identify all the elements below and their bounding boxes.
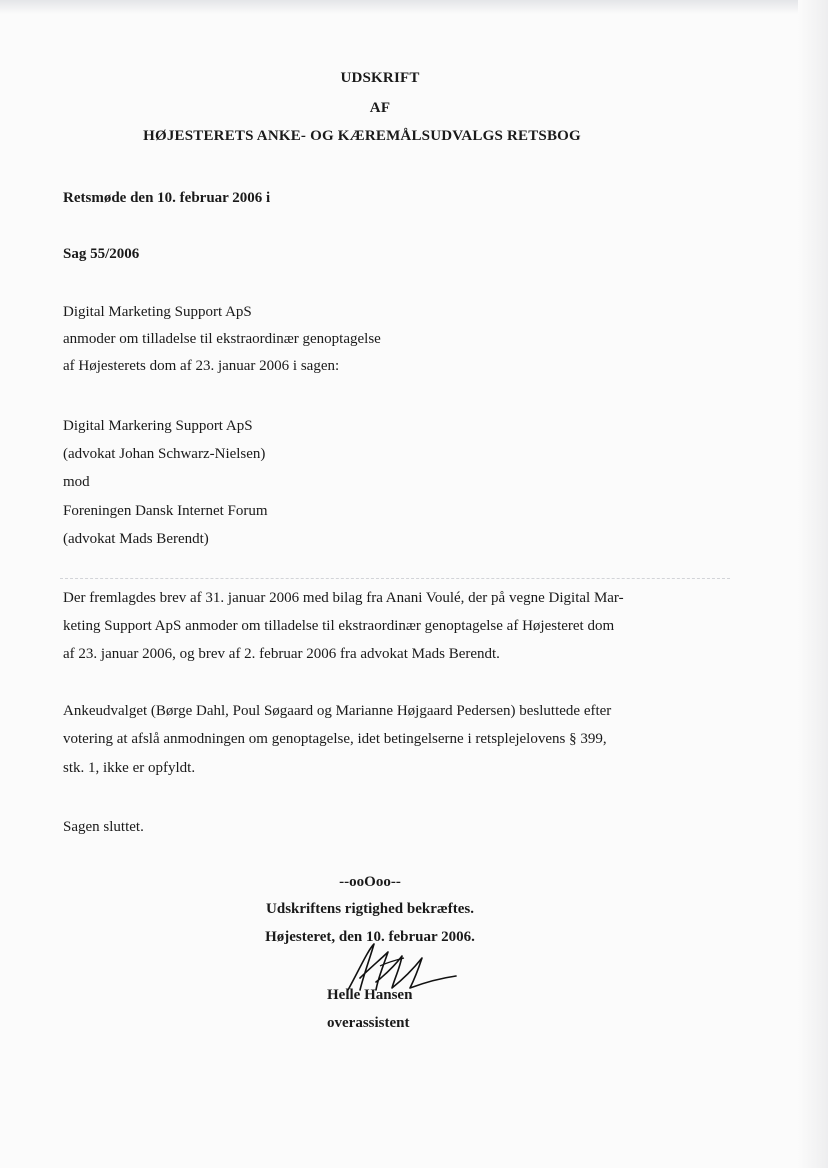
certification-text: Udskriftens rigtighed bekræftes. xyxy=(266,901,474,917)
paragraph-line: keting Support ApS anmoder om tilladelse til ekstraordinær genoptagelse af Højesteret dom xyxy=(63,618,615,634)
paragraph-line: stk. 1, ikke er opfyldt. xyxy=(63,760,196,776)
party-line: Digital Markering Support ApS xyxy=(63,418,253,434)
party-line: mod xyxy=(63,474,90,490)
place-date: Højesteret, den 10. februar 2006. xyxy=(265,929,475,945)
request-line: Digital Marketing Support ApS xyxy=(63,304,252,320)
party-line: (advokat Johan Schwarz-Nielsen) xyxy=(63,446,266,462)
paragraph-line: Ankeudvalget (Børge Dahl, Poul Søgaard og Marianne Højgaard Pedersen) besluttede efter xyxy=(63,703,612,719)
party-line: (advokat Mads Berendt) xyxy=(63,531,209,547)
paragraph-line: af 23. januar 2006, og brev af 2. februar 2006 fra advokat Mads Berendt. xyxy=(63,646,500,662)
paragraph-line: votering at afslå anmodningen om genoptagelse, idet betingelserne i retsplejelovens § 399, xyxy=(63,731,607,747)
scan-right-edge xyxy=(798,0,828,1168)
request-line: af Højesterets dom af 23. januar 2006 i sagen: xyxy=(63,358,340,374)
paragraph-line: Der fremlagdes brev af 31. januar 2006 med bilag fra Anani Voulé, der på vegne Digital Mar- xyxy=(63,590,624,606)
closing-text: Sagen sluttet. xyxy=(63,819,144,835)
case-number: Sag 55/2006 xyxy=(63,246,140,262)
signer-title: overassistent xyxy=(327,1015,410,1031)
doc-heading-court: HØJESTERETS ANKE- OG KÆREMÅLSUDVALGS RETSBOG xyxy=(143,128,581,144)
scan-top-edge xyxy=(0,0,828,14)
separator: --ooOoo-- xyxy=(339,874,401,890)
scan-fold-line xyxy=(60,578,730,582)
signer-name: Helle Hansen xyxy=(327,987,413,1003)
doc-heading-title: UDSKRIFT xyxy=(340,70,420,86)
request-line: anmoder om tilladelse til ekstraordinær genoptagelse xyxy=(63,331,381,347)
meeting-date: Retsmøde den 10. februar 2006 i xyxy=(63,190,271,206)
doc-heading-af: AF xyxy=(369,100,391,116)
party-line: Foreningen Dansk Internet Forum xyxy=(63,503,268,519)
